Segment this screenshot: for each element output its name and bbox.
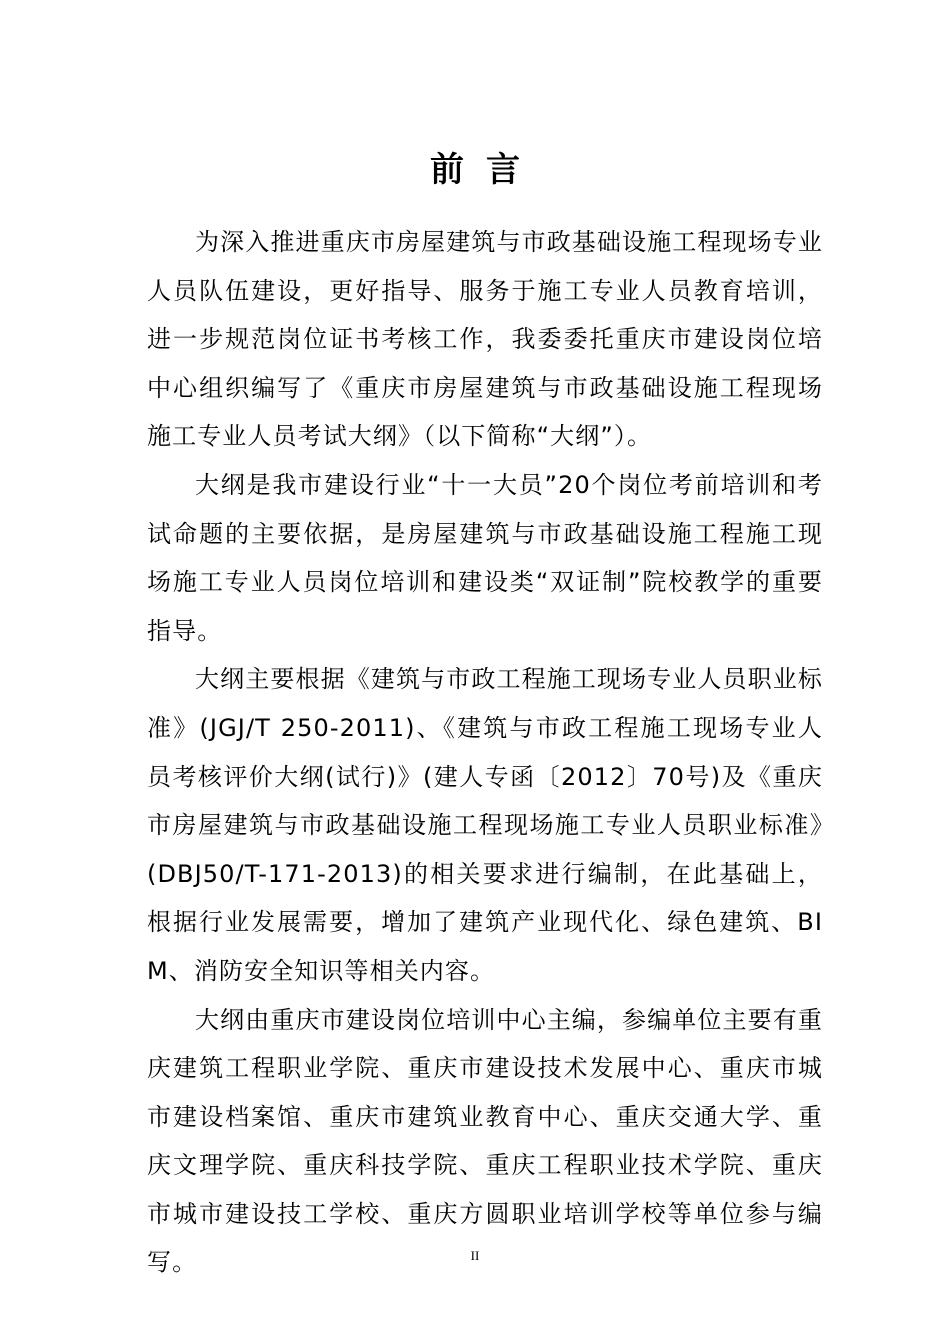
preface-body [147, 218, 823, 1287]
page-number: II [470, 1248, 480, 1263]
paragraph-role: 大纲是我市建设行业“十一大员”20个岗位考前培训和考试命题的主要依据，是房屋建筑与市政基础设施工程施工现场施工专业人员岗位培训和建设类“双证制”院校教学的重要指导。 [147, 470, 823, 645]
page-title: 前言 [430, 150, 542, 190]
paragraph-purpose: 为深入推进重庆市房屋建筑与市政基础设施工程现场专业人员队伍建设，更好指导、服务于施工专业人员教育培训，进一步规范岗位证书考核工作，我委委托重庆市建设岗位培中心组织编写了《重庆市房屋建筑与市政基础设施工程现场施工专业人员考试大纲》（以下简称“大纲”）。 [147, 228, 823, 451]
paragraph-basis: 大纲主要根据《建筑与市政工程施工现场专业人员职业标准》(JGJ/T 250-2011)、《建筑与市政工程施工现场专业人员考核评价大纲(试行)》(建人专函〔2012〕70号)及《重庆市房屋建筑与市政基础设施工程现场施工专业人员职业标准》(DBJ50/T-171-2013)的相关要求进行编制，在此基础上，根据行业发展需要，增加了建筑产业现代化、绿色建筑、BIM、消防安全知识等相关内容。 [147, 665, 823, 985]
paragraph-contributors: 大纲由重庆市建设岗位培训中心主编，参编单位主要有重庆建筑工程职业学院、重庆市建设技术发展中心、重庆市城市建设档案馆、重庆市建筑业教育中心、重庆交通大学、重庆文理学院、重庆科技学院、重庆工程职业技术学院、重庆市城市建设技工学校、重庆方圆职业培训学校等单位参与编写。 [147, 1005, 823, 1277]
